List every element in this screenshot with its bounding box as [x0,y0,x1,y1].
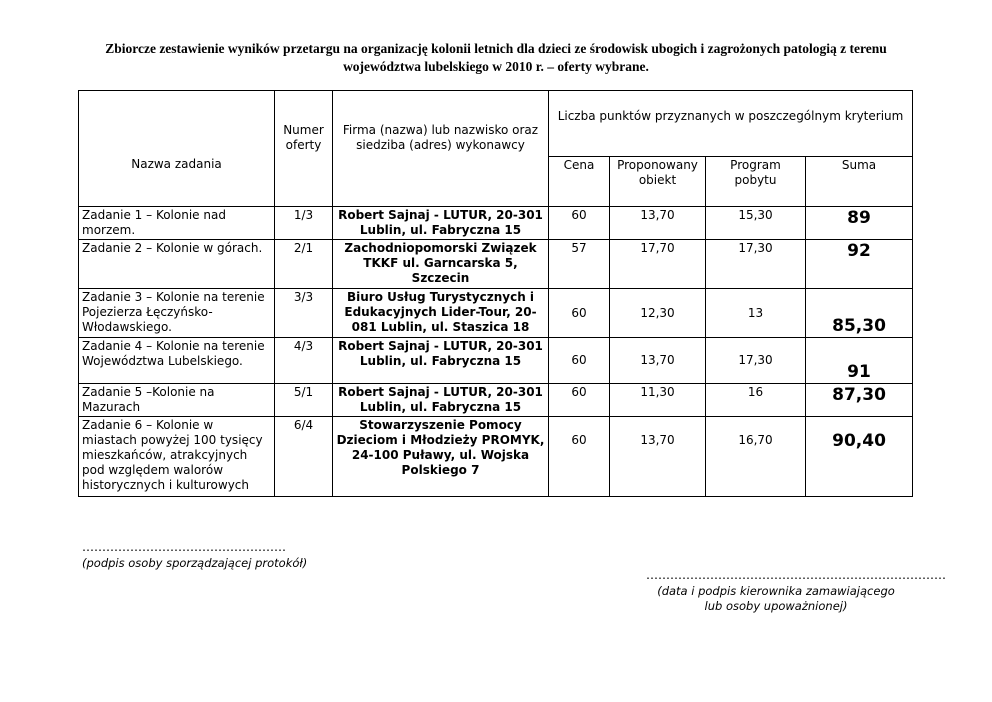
header-price: Cena [549,157,610,207]
header-offer-number: Numer oferty [275,91,333,207]
object-points: 13,70 [610,207,706,240]
program-points: 16 [706,384,806,417]
task-name: Zadanie 6 – Kolonie w miastach powyżej 100 tysięcy mieszkańców, atrakcyjnych pod względem walorów historycznych i kulturowych [79,417,275,497]
task-name: Zadanie 2 – Kolonie w górach. [79,240,275,289]
task-name: Zadanie 4 – Kolonie na terenie Województwa Lubelskiego. [79,338,275,384]
header-object: Proponowany obiekt [610,157,706,207]
program-points: 17,30 [706,240,806,289]
results-table [78,90,913,497]
title-line-2: województwa lubelskiego w 2010 r. – oferty wybrane. [343,59,649,74]
header-sum: Suma [806,157,913,207]
firm-name: Robert Sajnaj - LUTUR, 20-301 Lublin, ul. Fabryczna 15 [333,207,549,240]
object-points: 17,70 [610,240,706,289]
table-row [79,289,913,338]
sum-points: 92 [806,240,913,289]
signature-label-left: (podpis osoby sporządzającej protokół) [82,556,308,570]
header-points: Liczba punktów przyznanych w poszczególnym kryterium [549,91,913,157]
offer-number: 3/3 [275,289,333,338]
offer-number: 6/4 [275,417,333,497]
offer-number: 2/1 [275,240,333,289]
object-points: 11,30 [610,384,706,417]
table-row [79,338,913,384]
header-firm: Firma (nazwa) lub nazwisko oraz siedziba (adres) wykonawcy [333,91,549,207]
price-points: 57 [549,240,610,289]
program-points: 17,30 [706,338,806,384]
price-points: 60 [549,384,610,417]
object-points: 13,70 [610,338,706,384]
price-points: 60 [549,338,610,384]
price-points: 60 [549,417,610,497]
header-program: Program pobytu [706,157,806,207]
sum-points: 90,40 [806,417,913,497]
program-points: 13 [706,289,806,338]
header-row-1 [79,91,913,157]
offer-number: 5/1 [275,384,333,417]
task-name: Zadanie 5 –Kolonie na Mazurach [79,384,275,417]
sum-points: 89 [806,207,913,240]
task-name: Zadanie 1 – Kolonie nad morzem. [79,207,275,240]
signature-line-left: …………………………………………… [82,540,286,554]
program-points: 16,70 [706,417,806,497]
object-points: 12,30 [610,289,706,338]
signature-label-right: (data i podpis kierownika zamawiającego lub osoby upoważnionej) [657,584,895,613]
firm-name: Biuro Usług Turystycznych i Edukacyjnych Lider-Tour, 20-081 Lublin, ul. Staszica 18 [333,289,549,338]
price-points: 60 [549,207,610,240]
title-line-1: Zbiorcze zestawienie wyników przetargu na organizację kolonii letnich dla dzieci ze środowisk ubogich i zagrożonych patologią z terenu [105,41,887,56]
task-name: Zadanie 3 – Kolonie na terenie Pojezierza Łęczyńsko-Włodawskiego. [79,289,275,338]
object-points: 13,70 [610,417,706,497]
firm-name: Stowarzyszenie Pomocy Dzieciom i Młodzieży PROMYK, 24-100 Puławy, ul. Wojska Polskiego 7 [333,417,549,497]
table-row [79,384,913,417]
table-row [79,240,913,289]
offer-number: 1/3 [275,207,333,240]
sum-points: 87,30 [806,384,913,417]
firm-name: Zachodniopomorski Związek TKKF ul. Garncarska 5, Szczecin [333,240,549,289]
offer-number: 4/3 [275,338,333,384]
sum-points: 91 [806,338,913,384]
sum-points: 85,30 [806,289,913,338]
table-row [79,207,913,240]
header-task: Nazwa zadania [79,91,275,207]
price-points: 60 [549,289,610,338]
firm-name: Robert Sajnaj - LUTUR, 20-301 Lublin, ul. Fabryczna 15 [333,384,549,417]
firm-name: Robert Sajnaj - LUTUR, 20-301 Lublin, ul. Fabryczna 15 [333,338,549,384]
table-row [79,417,913,497]
signature-line-right: ………………………………………………………………… [646,568,946,582]
document-title [60,40,932,76]
program-points: 15,30 [706,207,806,240]
